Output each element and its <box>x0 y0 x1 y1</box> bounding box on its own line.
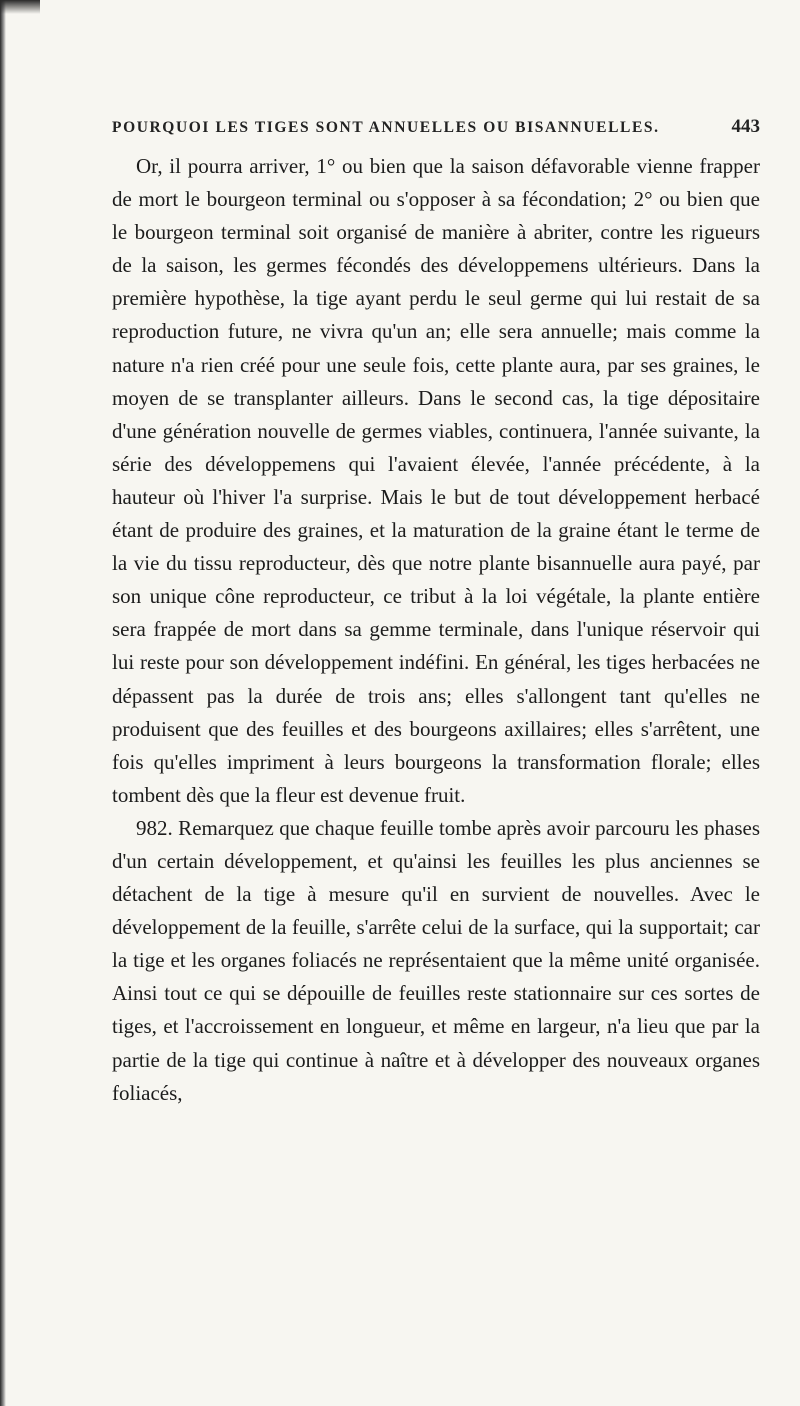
page-number: 443 <box>731 116 760 137</box>
book-page <box>112 0 782 1406</box>
running-head <box>112 116 760 140</box>
body-text <box>112 150 760 1110</box>
paragraph: Or, il pourra arriver, 1° ou bien que la saison défavorable vienne frapper de mort le bourgeon terminal ou s'opposer à sa fécondation; 2° ou bien que le bourgeon terminal soit organisé de manière à abriter, contre les rigueurs de la saison, les germes fécondés des développemens ultérieurs. Dans la première hypothèse, la tige ayant perdu le seul germe qui lui restait de sa reproduction future, ne vivra qu'un an; elle sera annuelle; mais comme la nature n'a rien créé pour une seule fois, cette plante aura, par ses graines, le moyen de se transplanter ailleurs. Dans le second cas, la tige dépositaire d'une génération nouvelle de germes viables, continuera, l'année suivante, la série des développemens qui l'avaient élevée, l'année précédente, à la hauteur où l'hiver l'a surprise. Mais le but de tout développement herbacé étant de produire des graines, et la maturation de la graine étant le terme de la vie du tissu reproducteur, dès que notre plante bisannuelle aura payé, par son unique cône reproducteur, ce tribut à la loi végétale, la plante entière sera frappée de mort dans sa gemme terminale, dans l'unique réservoir qui lui reste pour son développement indéfini. En général, les tiges herbacées ne dépassent pas la durée de trois ans; elles s'allongent tant qu'elles ne produisent que des feuilles et des bourgeons axillaires; elles s'arrêtent, une fois qu'elles impriment à leurs bourgeons la transformation florale; elles tombent dès que la fleur est devenue fruit. <box>112 154 760 807</box>
paragraph: 982. Remarquez que chaque feuille tombe après avoir parcouru les phases d'un certain développement, et qu'ainsi les feuilles les plus anciennes se détachent de la tige à mesure qu'il en survient de nouvelles. Avec le développement de la feuille, s'arrête celui de la surface, qui la supportait; car la tige et les organes foliacés ne représentaient que la même unité organisée. Ainsi tout ce qui se dépouille de feuilles reste stationnaire sur ces sortes de tiges, et l'accroissement en longueur, et même en largeur, n'a lieu que par la partie de la tige qui continue à naître et à développer des nouveaux organes foliacés, <box>112 815 760 1105</box>
scan-edge-shadow <box>0 0 6 1406</box>
scan-corner-shadow <box>0 0 40 14</box>
running-title: POURQUOI LES TIGES SONT ANNUELLES OU BISANNUELLES. <box>112 119 660 136</box>
